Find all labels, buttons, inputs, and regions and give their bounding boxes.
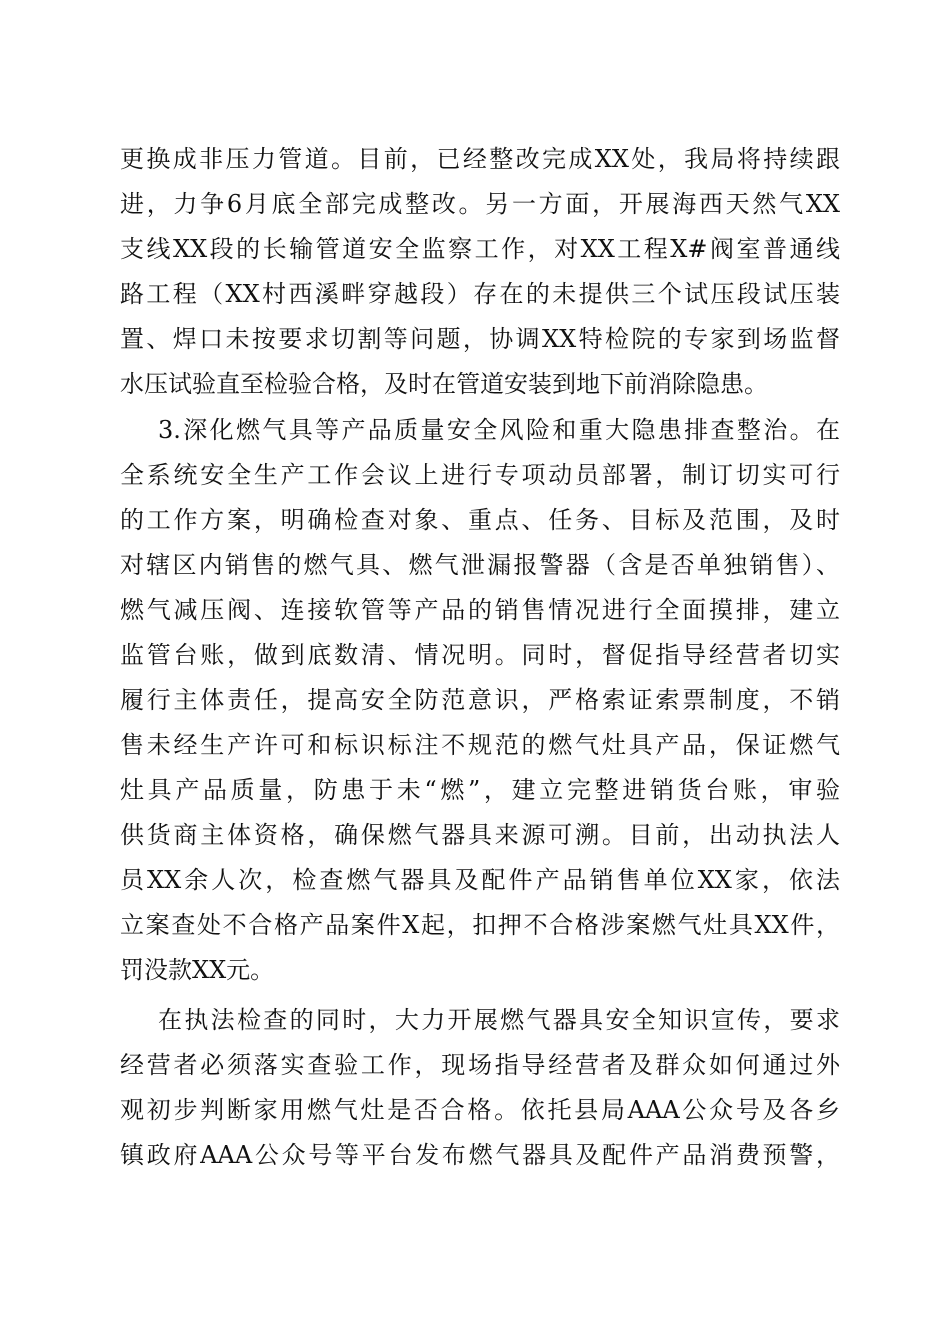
- text-line: 监管台账，做到底数清、情况明。同时，督促指导经营者切实: [120, 641, 840, 669]
- text-line: 观初步判断家用燃气灶是否合格。依托县局AAA公众号及各乡: [120, 1096, 840, 1124]
- text-line: 路工程（XX村西溪畔穿越段）存在的未提供三个试压段试压装: [120, 280, 840, 308]
- text-line: 的工作方案，明确检查对象、重点、任务、目标及范围，及时: [120, 506, 840, 534]
- text-line: 置、焊口未按要求切割等问题，协调XX特检院的专家到场监督: [120, 325, 840, 353]
- text-line: 支线XX段的长输管道安全监察工作，对XX工程X#阀室普通线: [120, 235, 840, 263]
- text-line: 罚没款XX元。: [120, 956, 275, 984]
- text-line: 员XX余人次，检查燃气器具及配件产品销售单位XX家，依法: [120, 866, 840, 894]
- text-line: 镇政府AAA公众号等平台发布燃气器具及配件产品消费预警，: [120, 1141, 840, 1169]
- text-line: 更换成非压力管道。目前，已经整改完成XX处，我局将持续跟: [120, 145, 840, 173]
- text-line: 履行主体责任，提高安全防范意识，严格索证索票制度，不销: [120, 686, 840, 714]
- text-line: 对辖区内销售的燃气具、燃气泄漏报警器（含是否单独销售）、: [120, 551, 840, 579]
- text-line: 水压试验直至检验合格，及时在管道安装到地下前消除隐患。: [120, 370, 768, 398]
- text-line: 供货商主体资格，确保燃气器具来源可溯。目前，出动执法人: [120, 821, 840, 849]
- text-line: 灶具产品质量，防患于未“燃”，建立完整进销货台账，审验: [120, 776, 840, 804]
- text-line: 全系统安全生产工作会议上进行专项动员部署，制订切实可行: [120, 461, 840, 489]
- text-line: 3.深化燃气具等产品质量安全风险和重大隐患排查整治。在: [158, 416, 840, 444]
- text-line: 经营者必须落实查验工作，现场指导经营者及群众如何通过外: [120, 1051, 840, 1079]
- text-line: 进，力争6月底全部完成整改。另一方面，开展海西天然气XX: [120, 190, 840, 218]
- text-line: 售未经生产许可和标识标注不规范的燃气灶具产品，保证燃气: [120, 731, 840, 759]
- text-line: 燃气减压阀、连接软管等产品的销售情况进行全面摸排，建立: [120, 596, 840, 624]
- text-line: 在执法检查的同时，大力开展燃气器具安全知识宣传，要求: [158, 1006, 840, 1034]
- text-line: 立案查处不合格产品案件X起，扣押不合格涉案燃气灶具XX件，: [120, 911, 840, 939]
